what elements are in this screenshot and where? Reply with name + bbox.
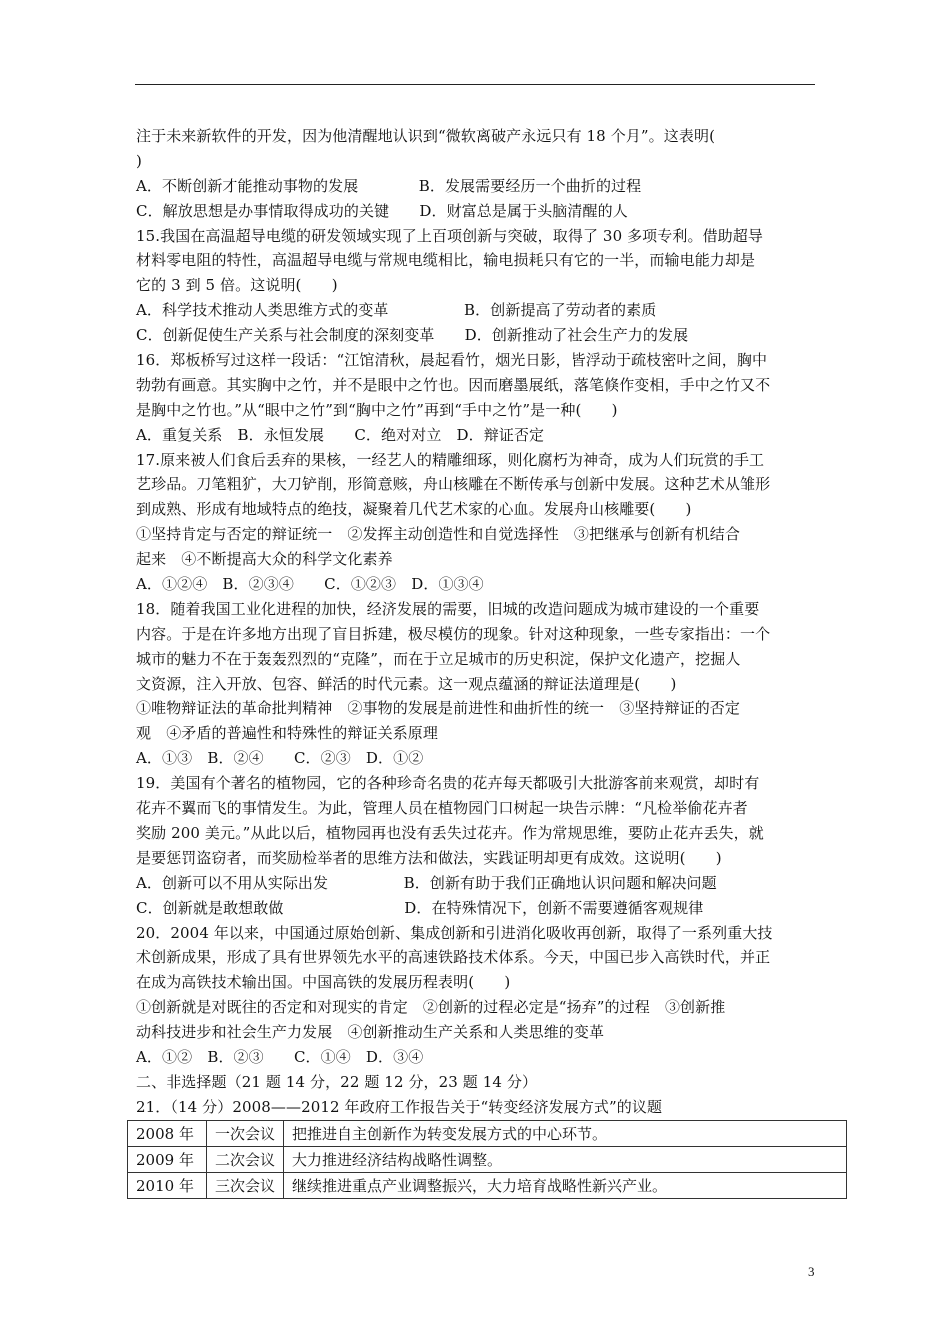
table-cell-year: 2009 年 xyxy=(128,1147,207,1173)
text-line: 起来 ④不断提高大众的科学文化素养 xyxy=(136,550,393,569)
table-row xyxy=(128,1121,847,1147)
text-line: 它的 3 到 5 倍。这说明( ) xyxy=(136,276,338,295)
answer-options: C．解放思想是办事情取得成功的关键 D．财富总是属于头脑清醒的人 xyxy=(136,201,628,220)
table-cell-year: 2008 年 xyxy=(128,1121,207,1147)
table-row xyxy=(128,1147,847,1173)
text-line: ①唯物辩证法的革命批判精神 ②事物的发展是前进性和曲折性的统一 ③坚持辩证的否定 xyxy=(136,699,741,718)
question-18: 18．随着我国工业化进程的加快，经济发展的需要，旧城的改造问题成为城市建设的一个重要 xyxy=(136,599,760,618)
answer-options: C．创新就是敢想敢做 D．在特殊情况下，创新不需要遵循客观规律 xyxy=(136,898,704,917)
text-line: 术创新成果，形成了具有世界领先水平的高速铁路技术体系。今天，中国已步入高铁时代，并正 xyxy=(136,948,771,967)
question-20: 20．2004 年以来，中国通过原始创新、集成创新和引进消化吸收再创新，取得了一系列重大技 xyxy=(136,923,773,942)
text-line: 动科技进步和社会生产力发展 ④创新推动生产关系和人类思维的变革 xyxy=(136,1023,605,1042)
text-line: ) xyxy=(136,151,142,170)
question-21: 21．（14 分）2008——2012 年政府工作报告关于“转变经济发展方式”的议题 xyxy=(136,1097,663,1116)
header-rule xyxy=(135,84,815,85)
text-line: 艺珍品。刀笔粗犷，大刀铲削，形简意赅，舟山核雕在不断传承与创新中发展。这种艺术从雏形 xyxy=(136,475,771,494)
answer-options: C．创新促使生产关系与社会制度的深刻变革 D．创新推动了社会生产力的发展 xyxy=(136,326,689,345)
table-row xyxy=(128,1173,847,1199)
text-line: 材料零电阻的特性，高温超导电缆与常规电缆相比，输电损耗只有它的一半，而输电能力却是 xyxy=(136,251,756,270)
question-15: 15.我国在高温超导电缆的研发领域实现了上百项创新与突破，取得了 30 多项专利。借助超导 xyxy=(136,226,763,245)
table-cell-topic: 大力推进经济结构战略性调整。 xyxy=(284,1147,847,1173)
text-line: 是要惩罚盗窃者，而奖励检举者的思维方法和做法，实践证明却更有成效。这说明( ) xyxy=(136,848,722,867)
answer-options: A．①③ B．②④ C．②③ D．①② xyxy=(136,749,424,768)
question-text-body xyxy=(136,124,826,1120)
text-line: 勃勃有画意。其实胸中之竹，并不是眼中之竹也。因而磨墨展纸，落笔倏作变相，手中之竹又不 xyxy=(136,375,771,394)
text-line: 到成熟、形成有地域特点的绝技，凝聚着几代艺术家的心血。发展舟山核雕要( ) xyxy=(136,500,692,519)
answer-options: A．重复关系 B．永恒发展 C．绝对对立 D．辩证否定 xyxy=(136,425,545,444)
text-line: 花卉不翼而飞的事情发生。为此，管理人员在植物园门口树起一块告示牌：“凡检举偷花卉者 xyxy=(136,799,748,818)
table-cell-topic: 把推进自主创新作为转变发展方式的中心环节。 xyxy=(284,1121,847,1147)
table-cell-session: 一次会议 xyxy=(207,1121,284,1147)
table-cell-year: 2010 年 xyxy=(128,1173,207,1199)
section-heading: 二、非选择题（21 题 14 分，22 题 12 分，23 题 14 分） xyxy=(136,1072,538,1091)
text-line: 文资源，注入开放、包容、鲜活的时代元素。这一观点蕴涵的辩证法道理是( ) xyxy=(136,674,677,693)
text-line: 观 ④矛盾的普遍性和特殊性的辩证关系原理 xyxy=(136,724,439,743)
text-line: 在成为高铁技术输出国。中国高铁的发展历程表明( ) xyxy=(136,973,511,992)
question-17: 17.原来被人们食后丢弃的果核，一经艺人的精雕细琢，则化腐朽为神奇，成为人们玩赏的手工 xyxy=(136,450,765,469)
text-line: ①坚持肯定与否定的辩证统一 ②发挥主动创造性和自觉选择性 ③把继承与创新有机结合 xyxy=(136,525,741,544)
text-line: 奖励 200 美元。”从此以后，植物园再也没有丢失过花卉。作为常规思维，要防止花卉丢失，就 xyxy=(136,823,764,842)
question-19: 19．美国有个著名的植物园，它的各种珍奇名贵的花卉每天都吸引大批游客前来观赏，却时有 xyxy=(136,774,760,793)
text-line: 城市的魅力不在于轰轰烈烈的“克隆”，而在于立足城市的历史积淀，保护文化遗产，挖掘人 xyxy=(136,649,741,668)
table-cell-topic: 继续推进重点产业调整振兴，大力培育战略性新兴产业。 xyxy=(284,1173,847,1199)
answer-options: A．①②④ B．②③④ C．①②③ D．①③④ xyxy=(136,575,484,594)
page-number: 3 xyxy=(808,1264,815,1279)
answer-options: A．不断创新才能推动事物的发展 B．发展需要经历一个曲折的过程 xyxy=(136,176,642,195)
answer-options: A．创新可以不用从实际出发 B．创新有助于我们正确地认识问题和解决问题 xyxy=(136,873,717,892)
question-16: 16．郑板桥写过这样一段话：“江馆清秋，晨起看竹，烟光日影，皆浮动于疏枝密叶之间，胸中 xyxy=(136,351,768,370)
report-topics-table xyxy=(127,1120,847,1199)
table-cell-session: 二次会议 xyxy=(207,1147,284,1173)
text-line: 是胸中之竹也。”从“眼中之竹”到“胸中之竹”再到“手中之竹”是一种( ) xyxy=(136,400,618,419)
text-line: 内容。于是在许多地方出现了盲目拆建，极尽模仿的现象。针对这种现象，一些专家指出：一个 xyxy=(136,624,771,643)
answer-options: A．科学技术推动人类思维方式的变革 B．创新提高了劳动者的素质 xyxy=(136,301,657,320)
answer-options: A．①② B．②③ C．①④ D．③④ xyxy=(136,1047,424,1066)
text-line: ①创新就是对既往的否定和对现实的肯定 ②创新的过程必定是“扬弃”的过程 ③创新推 xyxy=(136,998,726,1017)
text-line: 注于未来新软件的开发，因为他清醒地认识到“微软离破产永远只有 18 个月”。这表明( xyxy=(136,127,716,145)
table-cell-session: 三次会议 xyxy=(207,1173,284,1199)
